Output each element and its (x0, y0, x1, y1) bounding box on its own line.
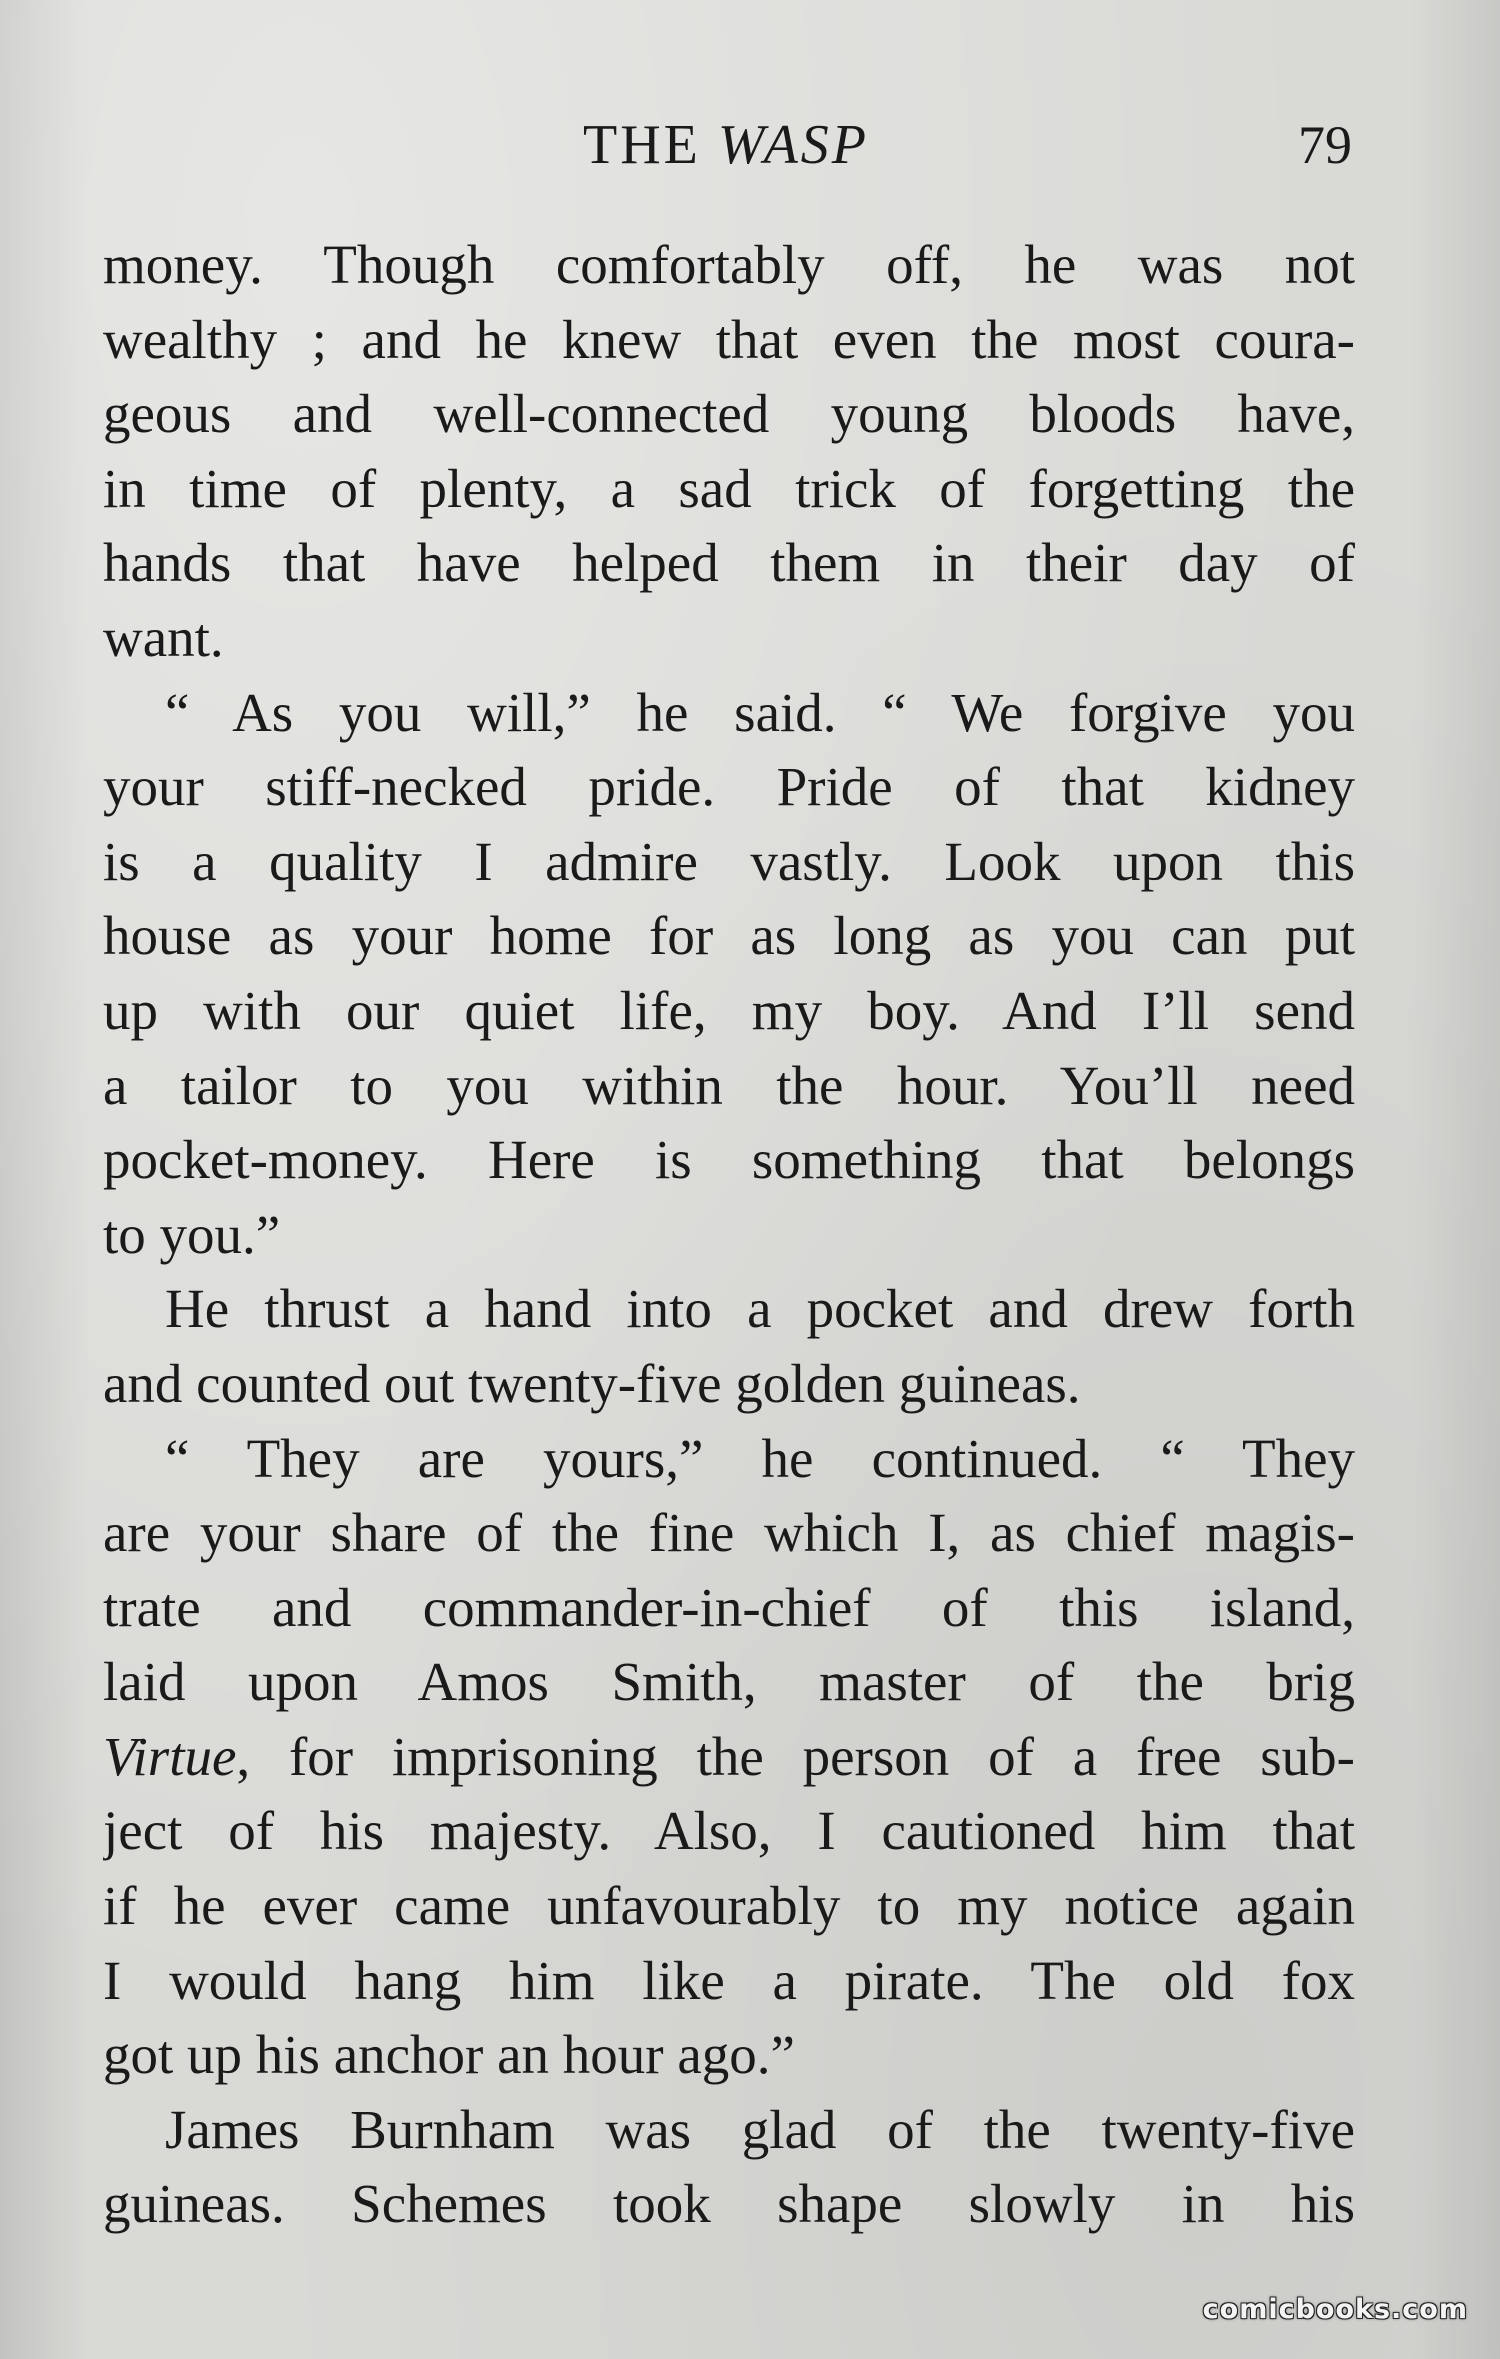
text-line: want. (103, 606, 224, 668)
text-line: geous and well-connected young bloods have, (103, 383, 1355, 445)
body-text (103, 228, 1355, 2242)
text-line: “ They are yours,” he continued. “ They (165, 1427, 1355, 1489)
running-title-italic: WASP (717, 114, 869, 176)
text-line (103, 1720, 1355, 1795)
text-line: wealthy ; and he knew that even the most coura- (103, 308, 1355, 370)
text-line: I would hang him like a pirate. The old fox (103, 1949, 1355, 2011)
text-line: and counted out twenty-five golden guineas. (103, 1352, 1081, 1414)
text-line: guineas. Schemes took shape slowly in his (103, 2173, 1355, 2235)
text-line: if he ever came unfavourably to my notice again (103, 1875, 1355, 1937)
text-line: He thrust a hand into a pocket and drew forth (165, 1278, 1355, 1340)
running-head (100, 105, 1352, 185)
text-line: up with our quiet life, my boy. And I’ll send (103, 979, 1355, 1041)
text-line: laid upon Amos Smith, master of the brig (103, 1651, 1355, 1713)
text-line: are your share of the fine which I, as chief magis- (103, 1502, 1355, 1564)
text-line: pocket-money. Here is something that belongs (103, 1129, 1355, 1191)
text-line: a tailor to you within the hour. You’ll need (103, 1054, 1355, 1116)
watermark: comicbooks.com (1202, 2294, 1468, 2325)
text-line: your stiff-necked pride. Pride of that kidney (103, 756, 1355, 818)
text-line: money. Though comfortably off, he was not (103, 234, 1355, 295)
page-number: 79 (1298, 115, 1352, 175)
text-line: in time of plenty, a sad trick of forgetting the (103, 457, 1355, 519)
text-line: hands that have helped them in their day of (103, 532, 1355, 594)
text-line: to you.” (103, 1203, 281, 1265)
text-line: James Burnham was glad of the twenty-five (165, 2098, 1355, 2160)
text-line: is a quality I admire vastly. Look upon this (103, 830, 1355, 892)
text-line: trate and commander-in-chief of this island, (103, 1576, 1355, 1638)
text-line: got up his anchor an hour ago.” (103, 2024, 795, 2086)
text-line: ject of his majesty. Also, I cautioned him that (103, 1800, 1355, 1862)
running-title-prefix: THE (582, 114, 718, 176)
text-run: , for imprisoning the person of a free sub- (236, 1725, 1355, 1787)
running-title (100, 105, 1352, 185)
ship-name: Virtue (103, 1725, 237, 1787)
text-line: house as your home for as long as you can put (103, 905, 1355, 967)
text-line: “ As you will,” he said. “ We forgive you (165, 681, 1355, 743)
